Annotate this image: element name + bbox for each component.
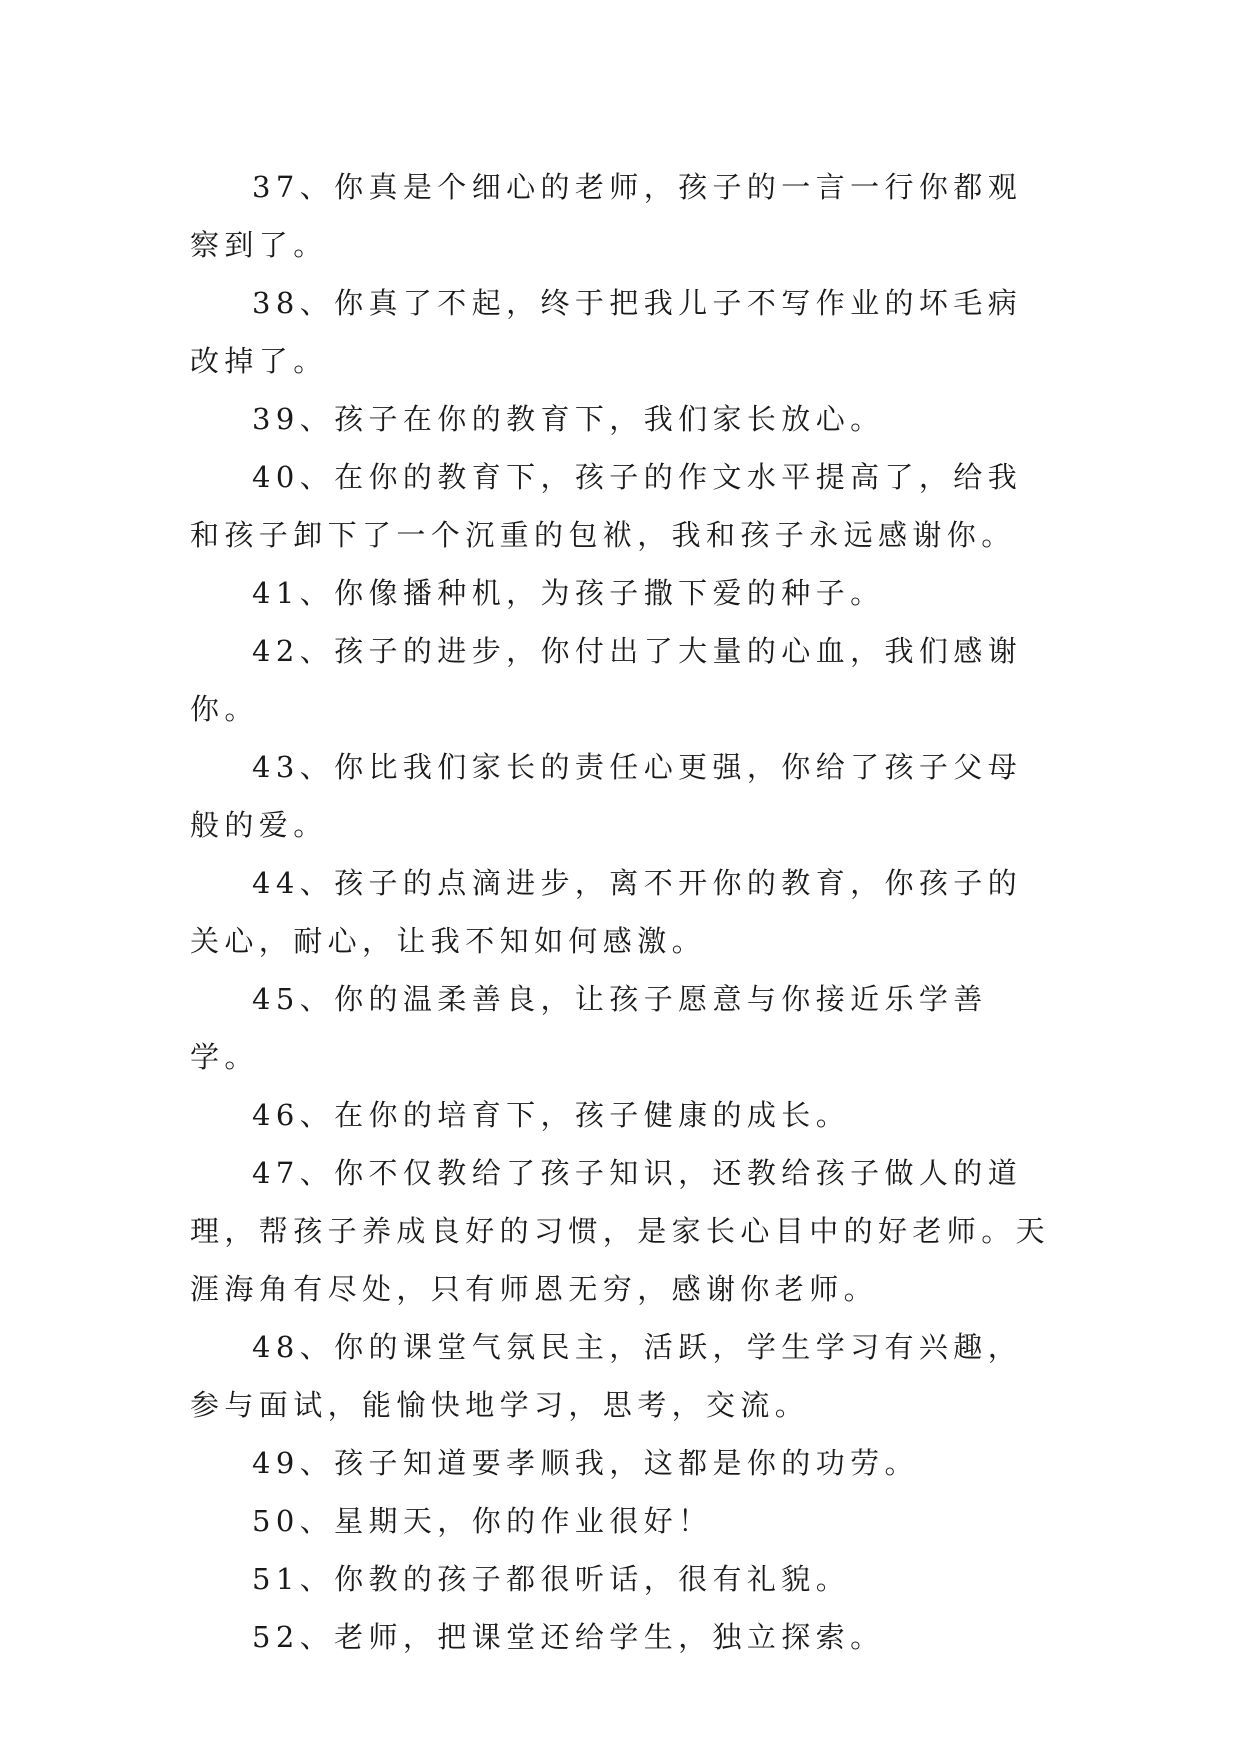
paragraph-39: 39、孩子在你的教育下，我们家长放心。: [252, 402, 885, 436]
paragraph-49: 49、孩子知道要孝顺我，这都是你的功劳。: [252, 1446, 919, 1480]
paragraph-44: 44、孩子的点滴进步，离不开你的教育，你孩子的关心，耐心，让我不知如何感激。: [190, 866, 1023, 958]
paragraph-43: 43、你比我们家长的责任心更强，你给了孩子父母般的爱。: [190, 750, 1023, 842]
paragraph-51: 51、你教的孩子都很听话，很有礼貌。: [252, 1562, 851, 1596]
paragraph-52: 52、老师，把课堂还给学生，独立探索。: [252, 1620, 885, 1654]
paragraph-38: 38、你真了不起，终于把我儿子不写作业的坏毛病改掉了。: [190, 286, 1023, 378]
paragraph-48: 48、你的课堂气氛民主，活跃，学生学习有兴趣，参与面试，能愉快地学习，思考，交流。: [190, 1330, 1023, 1422]
paragraph-46: 46、在你的培育下，孩子健康的成长。: [252, 1098, 851, 1132]
paragraph-37: 37、你真是个细心的老师，孩子的一言一行你都观察到了。: [190, 170, 1023, 262]
document-body: [190, 158, 1050, 1666]
paragraph-47: 47、你不仅教给了孩子知识，还教给孩子做人的道理，帮孩子养成良好的习惯，是家长心目中的好老师。天涯海角有尽处，只有师恩无穷，感谢你老师。: [190, 1156, 1051, 1306]
paragraph-42: 42、孩子的进步，你付出了大量的心血，我们感谢你。: [190, 634, 1023, 726]
paragraph-40: 40、在你的教育下，孩子的作文水平提高了，给我和孩子卸下了一个沉重的包袱，我和孩子永远感谢你。: [190, 460, 1023, 552]
paragraph-45: 45、你的温柔善良，让孩子愿意与你接近乐学善学。: [190, 982, 988, 1074]
paragraph-41: 41、你像播种机，为孩子撒下爱的种子。: [252, 576, 885, 610]
paragraph-50: 50、星期天，你的作业很好！: [252, 1504, 713, 1538]
